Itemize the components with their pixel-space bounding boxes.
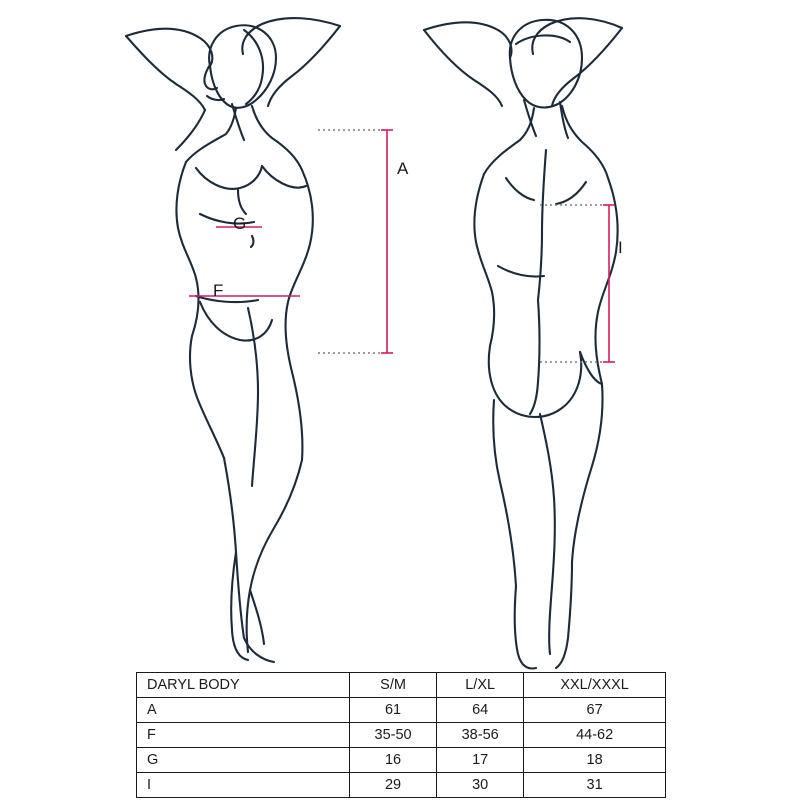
cell-i-xxl: 31: [524, 773, 666, 798]
cell-f-sm: 35-50: [350, 723, 437, 748]
size-table: [136, 672, 666, 798]
cell-g-lxl: 17: [437, 748, 524, 773]
table-row: [137, 748, 666, 773]
row-label-g: G: [137, 748, 350, 773]
cell-f-xxl: 44-62: [524, 723, 666, 748]
cell-i-sm: 29: [350, 773, 437, 798]
table-header-xxl: XXL/XXXL: [524, 673, 666, 698]
table-row: [137, 723, 666, 748]
back-female-figure: [424, 18, 622, 668]
table-header-row: [137, 673, 666, 698]
table-row: [137, 773, 666, 798]
row-label-a: A: [137, 698, 350, 723]
cell-a-sm: 61: [350, 698, 437, 723]
cell-f-lxl: 38-56: [437, 723, 524, 748]
row-label-i: I: [137, 773, 350, 798]
table-header-product: DARYL BODY: [137, 673, 350, 698]
measure-label-g: G: [233, 214, 247, 233]
measure-label-i: I: [618, 238, 623, 257]
cell-a-xxl: 67: [524, 698, 666, 723]
table-row: [137, 698, 666, 723]
cell-g-xxl: 18: [524, 748, 666, 773]
front-female-figure: [126, 18, 340, 662]
cell-a-lxl: 64: [437, 698, 524, 723]
measure-label-f: F: [213, 281, 224, 300]
table-header-lxl: L/XL: [437, 673, 524, 698]
cell-g-sm: 16: [350, 748, 437, 773]
measure-label-a: A: [397, 159, 409, 178]
cell-i-lxl: 30: [437, 773, 524, 798]
row-label-f: F: [137, 723, 350, 748]
table-header-sm: S/M: [350, 673, 437, 698]
